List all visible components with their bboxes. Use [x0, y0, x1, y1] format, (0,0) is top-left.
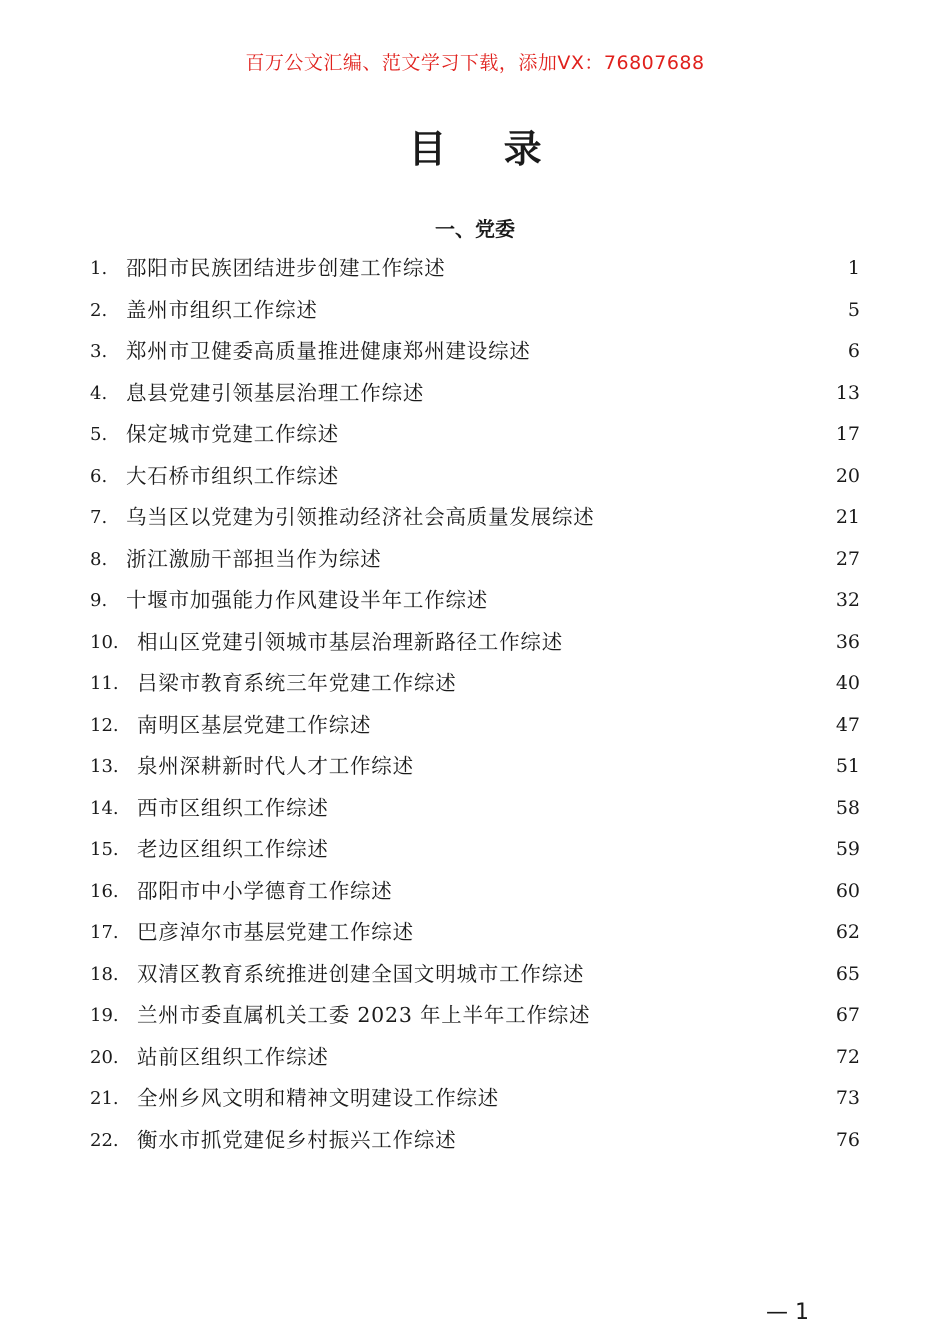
toc-entry-number: 2.: [90, 299, 108, 321]
toc-entry[interactable]: [90, 954, 860, 996]
toc-entry[interactable]: [90, 912, 860, 954]
toc-entry-title: 大石桥市组织工作综述: [126, 463, 339, 488]
toc-entry-title: 相山区党建引领城市基层治理新路径工作综述: [137, 629, 563, 654]
toc-entry[interactable]: [90, 1120, 860, 1162]
toc-entry-page: 40: [835, 672, 860, 694]
toc-list: [90, 248, 860, 1161]
toc-entry[interactable]: [90, 788, 860, 830]
toc-entry[interactable]: [90, 331, 860, 373]
toc-entry-number: 15.: [90, 839, 119, 860]
toc-entry-title: 十堰市加强能力作风建设半年工作综述: [126, 588, 489, 612]
toc-entry-number: 1.: [90, 258, 108, 279]
toc-entry[interactable]: [90, 248, 860, 290]
toc-entry-page: 47: [835, 713, 860, 736]
toc-entry-title: 邵阳市民族团结进步创建工作综述: [126, 256, 446, 280]
toc-entry-number: 12.: [90, 714, 119, 736]
toc-entry-page: 58: [835, 796, 860, 819]
toc-entry-number: 10.: [90, 631, 119, 653]
toc-entry[interactable]: [90, 871, 860, 913]
toc-entry-title: 盖州市组织工作综述: [126, 297, 318, 322]
toc-entry[interactable]: [90, 373, 860, 415]
toc-entry-title: 老边区组织工作综述: [137, 837, 329, 861]
toc-entry-number: 5.: [90, 424, 108, 445]
toc-entry-page: 5: [847, 298, 860, 321]
toc-entry[interactable]: [90, 746, 860, 788]
toc-entry-number: 21.: [90, 1088, 119, 1109]
toc-entry-title: 西市区组织工作综述: [137, 795, 329, 820]
section-heading: 一、党委: [435, 217, 515, 241]
toc-entry[interactable]: [90, 1078, 860, 1120]
toc-entry[interactable]: [90, 290, 860, 332]
toc-entry[interactable]: [90, 539, 860, 581]
toc-entry-page: 17: [835, 423, 860, 445]
toc-entry[interactable]: [90, 1037, 860, 1079]
toc-entry-number: 22.: [90, 1129, 119, 1151]
toc-entry-page: 51: [835, 755, 860, 777]
toc-entry-number: 7.: [90, 507, 108, 528]
toc-entry-number: 19.: [90, 1005, 119, 1026]
toc-entry-number: 14.: [90, 797, 119, 819]
toc-entry-page: 67: [835, 1004, 860, 1026]
toc-entry[interactable]: [90, 622, 860, 664]
toc-entry-number: 17.: [90, 922, 119, 943]
toc-entry-title: 兰州市委直属机关工委 2023 年上半年工作综述: [137, 1003, 591, 1027]
header-note: 百万公文汇编、范文学习下载，添加VX：76807688: [245, 52, 705, 74]
toc-entry-number: 6.: [90, 465, 108, 487]
toc-entry-page: 62: [835, 921, 860, 943]
toc-entry-page: 13: [835, 381, 860, 404]
toc-entry-page: 76: [835, 1128, 860, 1151]
toc-entry[interactable]: [90, 580, 860, 622]
toc-entry-number: 20.: [90, 1046, 119, 1068]
toc-entry[interactable]: [90, 829, 860, 871]
toc-entry-number: 4.: [90, 382, 108, 404]
toc-entry-title: 郑州市卫健委高质量推进健康郑州建设综述: [126, 339, 531, 363]
toc-entry-title: 息县党建引领基层治理工作综述: [126, 380, 425, 405]
toc-entry-number: 3.: [90, 341, 108, 362]
toc-entry[interactable]: [90, 497, 860, 539]
toc-entry-page: 65: [835, 962, 860, 985]
toc-entry-title: 保定城市党建工作综述: [126, 422, 339, 446]
page-title: 目 录: [408, 127, 564, 171]
toc-entry-page: 59: [835, 838, 860, 860]
toc-entry-number: 13.: [90, 756, 119, 777]
toc-entry[interactable]: [90, 456, 860, 498]
toc-entry-page: 36: [835, 630, 860, 653]
toc-entry-title: 乌当区以党建为引领推动经济社会高质量发展综述: [126, 505, 595, 529]
toc-entry-number: 18.: [90, 963, 119, 985]
toc-entry-number: 16.: [90, 880, 119, 902]
toc-entry-page: 20: [835, 464, 860, 487]
toc-entry-title: 衡水市抓党建促乡村振兴工作综述: [137, 1127, 457, 1152]
toc-entry-title: 邵阳市中小学德育工作综述: [137, 878, 393, 903]
toc-entry-number: 11.: [90, 673, 119, 694]
toc-entry-title: 站前区组织工作综述: [137, 1044, 329, 1069]
toc-entry-page: 32: [835, 589, 860, 611]
toc-entry-page: 21: [835, 506, 860, 528]
toc-entry-title: 南明区基层党建工作综述: [137, 712, 372, 737]
toc-entry-page: 60: [835, 879, 860, 902]
toc-entry[interactable]: [90, 705, 860, 747]
toc-entry-page: 27: [835, 547, 860, 570]
toc-entry-title: 巴彦淖尔市基层党建工作综述: [137, 920, 414, 944]
toc-entry-number: 8.: [90, 548, 108, 570]
toc-entry-page: 6: [847, 340, 860, 362]
toc-entry[interactable]: [90, 663, 860, 705]
toc-entry-title: 浙江激励干部担当作为综述: [126, 546, 382, 571]
toc-entry[interactable]: [90, 995, 860, 1037]
toc-entry-number: 9.: [90, 590, 108, 611]
toc-entry-page: 72: [835, 1045, 860, 1068]
toc-entry-title: 全州乡风文明和精神文明建设工作综述: [137, 1086, 500, 1110]
toc-entry-title: 双清区教育系统推进创建全国文明城市工作综述: [137, 961, 585, 986]
toc-entry-title: 吕梁市教育系统三年党建工作综述: [137, 671, 457, 695]
toc-entry-page: 1: [847, 257, 860, 279]
toc-entry[interactable]: [90, 414, 860, 456]
toc-entry-title: 泉州深耕新时代人才工作综述: [137, 754, 414, 778]
toc-entry-page: 73: [835, 1087, 860, 1109]
page-number: — 1: [766, 1300, 809, 1325]
